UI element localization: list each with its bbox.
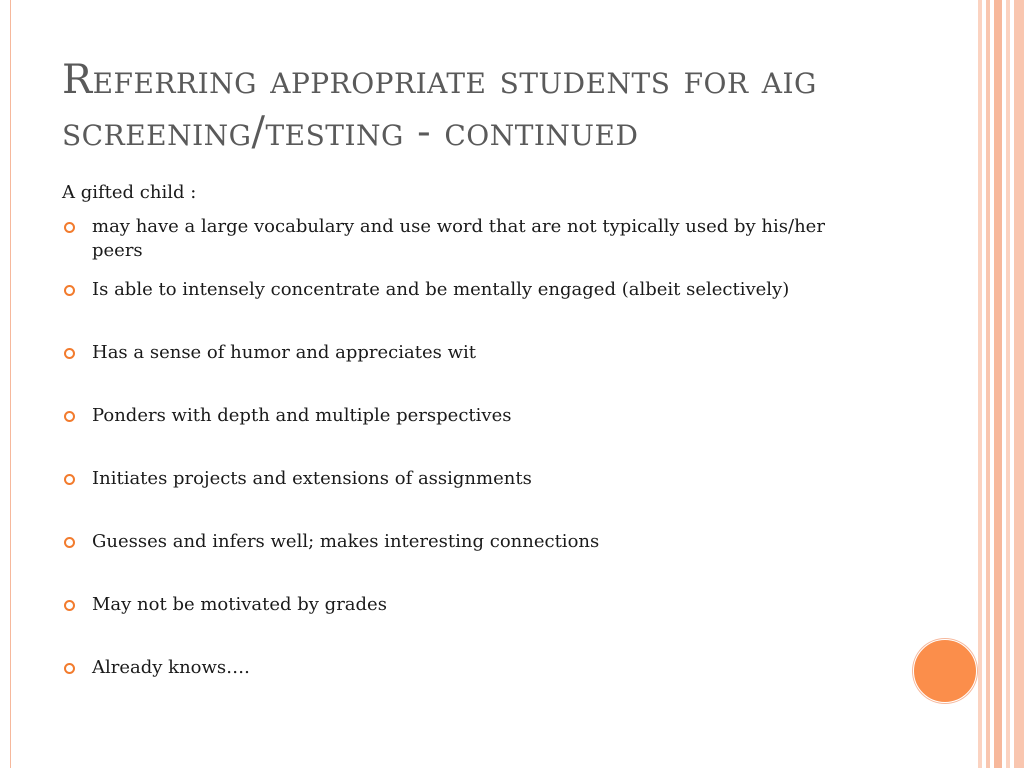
list-item: [62, 404, 862, 428]
slide-title: Referring appropriate students for aig screening/testing - continued: [62, 57, 817, 155]
bullet-text: Ponders with depth and multiple perspectives: [92, 405, 512, 426]
ring-bullet-icon: [64, 411, 75, 422]
list-item: [62, 341, 862, 365]
left-border-rule: [10, 0, 11, 768]
list-item: [62, 278, 862, 302]
slide-body: [62, 181, 862, 719]
bullet-text: may have a large vocabulary and use word that are not typically used by his/her peers: [92, 216, 825, 261]
list-item: [62, 467, 862, 491]
ring-bullet-icon: [64, 663, 75, 674]
orange-circle-icon: [913, 639, 977, 703]
right-decorative-stripe: [986, 0, 990, 768]
right-decorative-stripe: [1014, 0, 1024, 768]
bullet-text: May not be motivated by grades: [92, 594, 387, 615]
ring-bullet-icon: [64, 285, 75, 296]
ring-bullet-icon: [64, 474, 75, 485]
right-decorative-stripe: [994, 0, 1002, 768]
right-decorative-stripe: [1006, 0, 1010, 768]
list-item: [62, 215, 862, 263]
bullet-text: Is able to intensely concentrate and be mentally engaged (albeit selectively): [92, 279, 790, 300]
bullet-text: Has a sense of humor and appreciates wit: [92, 342, 476, 363]
ring-bullet-icon: [64, 600, 75, 611]
list-item: [62, 593, 862, 617]
intro-text: A gifted child :: [62, 182, 197, 203]
right-decorative-stripe: [978, 0, 982, 768]
ring-bullet-icon: [64, 222, 75, 233]
bullet-text: Already knows….: [92, 657, 250, 678]
ring-bullet-icon: [64, 537, 75, 548]
bullet-text: Initiates projects and extensions of assignments: [92, 468, 532, 489]
ring-bullet-icon: [64, 348, 75, 359]
list-item: [62, 656, 862, 680]
list-item: [62, 530, 862, 554]
bullet-text: Guesses and infers well; makes interesting connections: [92, 531, 600, 552]
bullet-list: [62, 215, 862, 680]
